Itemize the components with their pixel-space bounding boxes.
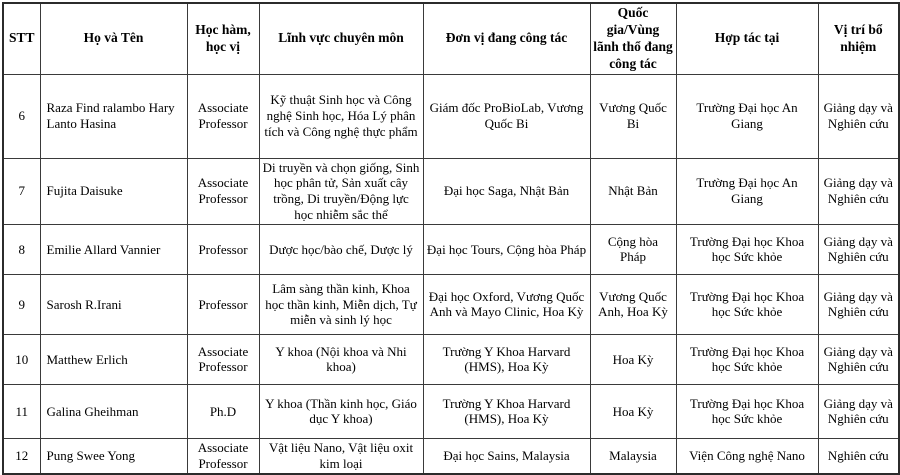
cell-workplace: Giám đốc ProBioLab, Vương Quốc Bi bbox=[423, 74, 590, 158]
table-body bbox=[3, 74, 899, 474]
cell-country: Hoa Kỳ bbox=[590, 334, 676, 384]
cell-country: Vương Quốc Anh, Hoa Kỳ bbox=[590, 274, 676, 334]
header-cell-stt: STT bbox=[3, 3, 40, 74]
cell-rank: Associate Professor bbox=[187, 74, 259, 158]
cell-country: Nhật Bản bbox=[590, 158, 676, 224]
header-cell-country: Quốc gia/Vùng lãnh thổ đang công tác bbox=[590, 3, 676, 74]
cell-field: Dược học/bào chế, Dược lý bbox=[259, 224, 423, 274]
table-row bbox=[3, 158, 899, 224]
cell-workplace: Trường Y Khoa Harvard (HMS), Hoa Kỳ bbox=[423, 334, 590, 384]
personnel-table bbox=[2, 2, 900, 475]
cell-cooperation: Trường Đại học Khoa học Sức khỏe bbox=[676, 384, 818, 438]
cell-workplace: Đại học Tours, Cộng hòa Pháp bbox=[423, 224, 590, 274]
cell-field: Y khoa (Thần kinh học, Giáo dục Y khoa) bbox=[259, 384, 423, 438]
header-cell-workplace: Đơn vị đang công tác bbox=[423, 3, 590, 74]
cell-position: Giảng dạy và Nghiên cứu bbox=[818, 334, 899, 384]
cell-stt: 11 bbox=[3, 384, 40, 438]
cell-stt: 7 bbox=[3, 158, 40, 224]
cell-cooperation: Viện Công nghệ Nano bbox=[676, 438, 818, 474]
cell-position: Giảng dạy và Nghiên cứu bbox=[818, 158, 899, 224]
cell-stt: 12 bbox=[3, 438, 40, 474]
header-cell-position: Vị trí bổ nhiệm bbox=[818, 3, 899, 74]
cell-cooperation: Trường Đại học Khoa học Sức khỏe bbox=[676, 274, 818, 334]
cell-cooperation: Trường Đại học Khoa học Sức khỏe bbox=[676, 224, 818, 274]
cell-name: Sarosh R.Irani bbox=[40, 274, 187, 334]
cell-workplace: Đại học Oxford, Vương Quốc Anh và Mayo Clinic, Hoa Kỳ bbox=[423, 274, 590, 334]
cell-name: Emilie Allard Vannier bbox=[40, 224, 187, 274]
cell-rank: Associate Professor bbox=[187, 158, 259, 224]
table-row bbox=[3, 274, 899, 334]
cell-workplace: Trường Y Khoa Harvard (HMS), Hoa Kỳ bbox=[423, 384, 590, 438]
cell-field: Kỹ thuật Sinh học và Công nghệ Sinh học, Hóa Lý phân tích và Công nghệ thực phẩm bbox=[259, 74, 423, 158]
cell-position: Giảng dạy và Nghiên cứu bbox=[818, 224, 899, 274]
cell-name: Galina Gheihman bbox=[40, 384, 187, 438]
cell-name: Pung Swee Yong bbox=[40, 438, 187, 474]
header-cell-field: Lĩnh vực chuyên môn bbox=[259, 3, 423, 74]
table-row bbox=[3, 438, 899, 474]
cell-rank: Ph.D bbox=[187, 384, 259, 438]
cell-country: Vương Quốc Bi bbox=[590, 74, 676, 158]
cell-stt: 9 bbox=[3, 274, 40, 334]
cell-workplace: Đại học Saga, Nhật Bản bbox=[423, 158, 590, 224]
cell-position: Giảng dạy và Nghiên cứu bbox=[818, 384, 899, 438]
cell-cooperation: Trường Đại học Khoa học Sức khỏe bbox=[676, 334, 818, 384]
cell-stt: 8 bbox=[3, 224, 40, 274]
cell-cooperation: Trường Đại học An Giang bbox=[676, 74, 818, 158]
cell-stt: 10 bbox=[3, 334, 40, 384]
cell-field: Y khoa (Nội khoa và Nhi khoa) bbox=[259, 334, 423, 384]
cell-name: Raza Find ralambo Hary Lanto Hasina bbox=[40, 74, 187, 158]
cell-cooperation: Trường Đại học An Giang bbox=[676, 158, 818, 224]
cell-field: Vật liệu Nano, Vật liệu oxit kim loại bbox=[259, 438, 423, 474]
table-row bbox=[3, 224, 899, 274]
table-row bbox=[3, 74, 899, 158]
cell-rank: Associate Professor bbox=[187, 438, 259, 474]
table-row bbox=[3, 384, 899, 438]
cell-position: Giảng dạy và Nghiên cứu bbox=[818, 274, 899, 334]
cell-workplace: Đại học Sains, Malaysia bbox=[423, 438, 590, 474]
cell-country: Cộng hòa Pháp bbox=[590, 224, 676, 274]
cell-name: Fujita Daisuke bbox=[40, 158, 187, 224]
table-row bbox=[3, 334, 899, 384]
cell-name: Matthew Erlich bbox=[40, 334, 187, 384]
header-row bbox=[3, 3, 899, 74]
cell-rank: Professor bbox=[187, 274, 259, 334]
header-cell-name: Họ và Tên bbox=[40, 3, 187, 74]
header-cell-rank: Học hàm, học vị bbox=[187, 3, 259, 74]
header-cell-cooperation: Hợp tác tại bbox=[676, 3, 818, 74]
cell-country: Hoa Kỳ bbox=[590, 384, 676, 438]
cell-stt: 6 bbox=[3, 74, 40, 158]
cell-country: Malaysia bbox=[590, 438, 676, 474]
cell-field: Di truyền và chọn giống, Sinh học phân tử, Sản xuất cây trồng, Di truyền/Động lực học nhiễm sắc thể bbox=[259, 158, 423, 224]
cell-rank: Professor bbox=[187, 224, 259, 274]
cell-position: Giảng dạy và Nghiên cứu bbox=[818, 74, 899, 158]
cell-position: Nghiên cứu bbox=[818, 438, 899, 474]
cell-field: Lâm sàng thần kinh, Khoa học thần kinh, Miễn dịch, Tự miễn và sinh lý học bbox=[259, 274, 423, 334]
cell-rank: Associate Professor bbox=[187, 334, 259, 384]
